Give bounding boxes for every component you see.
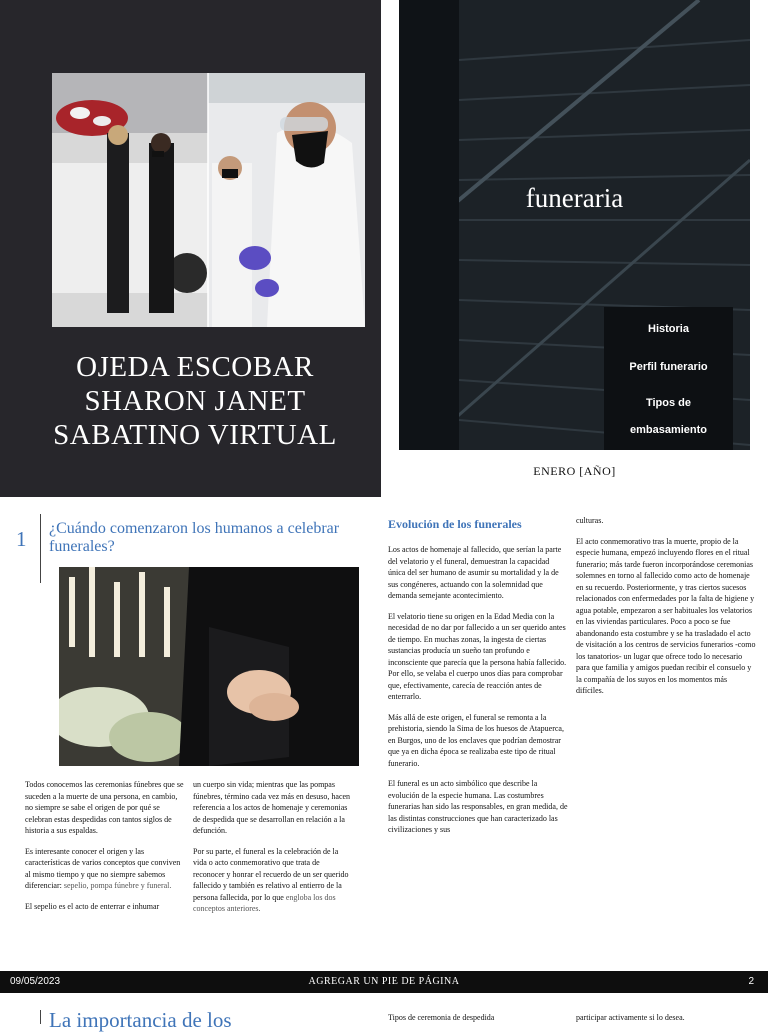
col-d-p2: El acto conmemorativo tras la muerte, propio de la especie humana, empezó incluyendo flores en el ritual funerario; más tarde fueron incorporándose ceremonias solemnes en torno al fallecido como acto de homenaje en su recuerdo. Posteriormente, y tras ciertos sucesos relacionados con enfermedades por la falta de higiene y agua potable, empezaron a ser habituales los velatorios en las viviendas particulares. Poco a poco se fue abandonando esta costumbre y se ha trasladado el acto de visitación a los centros de servicios funerarios -como los tanatorios- un lugar que ofrece todo lo necesario para que familia y amigos puedan recibir el consuelo y la compañía de los suyos en los momentos más difíciles. <box>576 536 756 695</box>
column-d <box>576 515 756 706</box>
col-b-p2 <box>193 846 353 915</box>
cover-photo <box>52 73 365 327</box>
cover-title-line-2: SHARON JANET <box>84 385 306 417</box>
footer-date: 09/05/2023 <box>10 976 61 987</box>
toc-box <box>604 307 733 450</box>
toc-item-historia[interactable]: Historia <box>648 323 689 335</box>
next-col-c-text: Tipos de ceremonia de despedida <box>388 1013 495 1022</box>
col-a-p2-accent: sepelio, pompa fúnebre y funeral. <box>63 881 172 890</box>
subheading-evolucion: Evolución de los funerales <box>388 517 522 531</box>
next-section-divider <box>40 1010 41 1024</box>
col-b-p2-accent: engloba los dos conceptos anteriores. <box>193 892 336 913</box>
col-a-p2-text: Es interesante conocer el origen y las características de varios conceptos que conviven al mismo tiempo y que no siempre sabemos diferenciar: <box>25 846 181 890</box>
toc-item-perfil[interactable]: Perfil funerario <box>629 361 708 373</box>
col-b-p1: un cuerpo sin vida; mientras que las pompas fúnebres, término cada vez más en desuso, hacen referencia a los actos de homenaje y ceremonias de despedida que se desarrollan en relación a la defunción. <box>193 780 351 835</box>
page-footer <box>0 971 768 993</box>
footer-text[interactable]: AGREGAR UN PIE DE PÁGINA <box>308 976 460 987</box>
toc-item-embasamiento[interactable]: embasamiento <box>629 424 708 436</box>
column-a <box>25 779 185 921</box>
next-section-heading: La importancia de los <box>49 1008 232 1032</box>
col-b-p2-text: Por su parte, el funeral es la celebración de la vida o acto conmemorativo que trata de reconocer y honrar el recuerdo de un ser querido fallecido y también es relativo al entierro de la persona fallecida, por lo que <box>193 846 349 902</box>
col-a-p3: El sepelio es el acto de enterrar e inhumar <box>25 901 160 911</box>
cover-title <box>30 350 360 452</box>
col-a-p2 <box>25 846 185 892</box>
column-c <box>388 544 568 845</box>
section-number: 1 <box>16 527 27 551</box>
cover-title-line-1: OJEDA ESCOBAR <box>76 351 314 383</box>
footer-page-number: 2 <box>748 976 754 987</box>
next-col-d-text: participar activamente si lo desea. <box>576 1013 685 1022</box>
section-heading: ¿Cuándo comenzaron los humanos a celebrar funerales? <box>49 520 340 555</box>
col-c-p2: El velatorio tiene su origen en la Edad Media con la necesidad de no dar por fallecido a un ser querido antes de tiempo. En muchas zonas, la ingesta de ciertas sustancias producía un sueño tan profundo e inconsciente que parecía que la persona había fallecido. Por ello, se velaba el cuerpo unos días para comprobar que, efectivamente, carecía de reacción antes de enterrarlo. <box>388 611 567 701</box>
col-c-p4: El funeral es un acto simbólico que describe la evolución de la especie humana. Las costumbres funerarias han sido las responsables, en gran medida, de las distintas construcciones que han caracterizado las civilizaciones y sus <box>388 779 568 834</box>
col-a-p1: Todos conocemos las ceremonias fúnebres que se suceden a la muerte de una persona, en cambio, no siempre se sabe el origen de por qué se celebran estas despedidas con tantos siglos de historia a sus espaldas. <box>25 780 184 835</box>
col-d-p1: culturas. <box>576 516 604 525</box>
col-c-p1: Los actos de homenaje al fallecido, que serían la parte del velatorio y el funeral, demuestran la capacidad única del ser humano de asumir su mortalidad y la de sus congéneres, actuando con la solemnidad que demanda semejante acontecimiento. <box>388 545 562 600</box>
section-divider <box>40 514 41 583</box>
brand-word: funeraria <box>525 183 624 213</box>
toc-item-tipos[interactable]: Tipos de <box>645 397 692 409</box>
column-b <box>193 779 353 924</box>
article-photo <box>59 567 359 766</box>
cover-title-line-3: SABATINO VIRTUAL <box>53 419 337 451</box>
col-c-p3: Más allá de este origen, el funeral se remonta a la prehistoria, siendo la Sima de los huesos de Atapuerca, en Burgos, uno de los enclaves que podrían demostrar que ya en dicha época se realizaba este tipo de ritual funerario. <box>388 712 564 768</box>
cover-date: ENERO [AÑO] <box>533 464 616 478</box>
